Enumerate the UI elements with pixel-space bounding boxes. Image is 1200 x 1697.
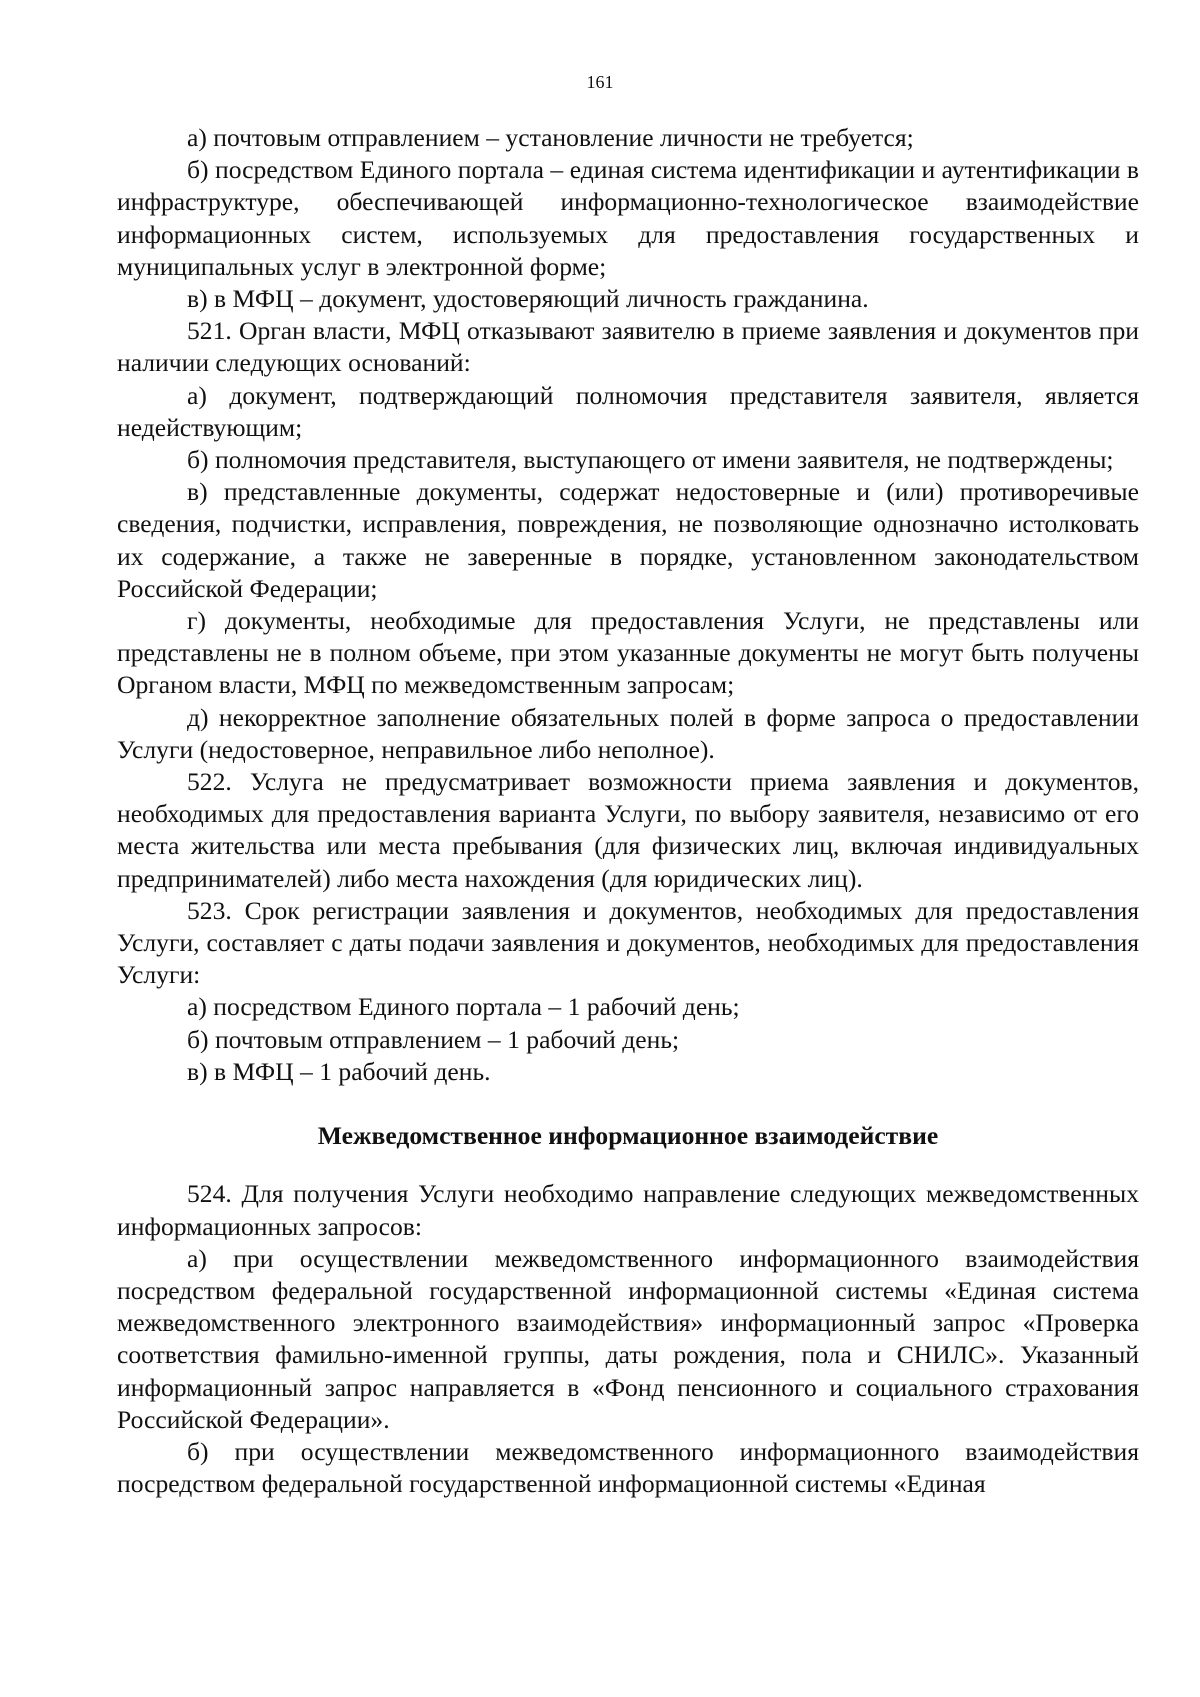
paragraph-523: 523. Срок регистрации заявления и документов, необходимых для предоставления Услуги, составляет с даты подачи заявления и документов, необходимых для предоставления Услуги: bbox=[117, 895, 1139, 990]
paragraph-a-postal: а) почтовым отправлением – установление личности не требуется; bbox=[187, 123, 914, 152]
paragraph-523-b: б) почтовым отправлением – 1 рабочий день; bbox=[187, 1024, 680, 1054]
paragraph-521-g: г) документы, необходимые для предоставления Услуги, не представлены или представлены не в полном объеме, при этом указанные документы не могут быть получены Органом власти, МФЦ по межведомственным запросам; bbox=[117, 606, 1139, 700]
paragraph-521-b: б) полномочия представителя, выступающего от имени заявителя, не подтверждены; bbox=[187, 445, 1114, 475]
page-number: 161 bbox=[586, 72, 614, 92]
paragraph-v-mfc: в) в МФЦ – документ, удостоверяющий личность гражданина. bbox=[187, 284, 869, 314]
paragraph-522: 522. Услуга не предусматривает возможности приема заявления и документов, необходимых для предоставления варианта Услуги, по выбору заявителя, независимо от его места жительства или места пребывания (для физических лиц, включая индивидуальных предпринимателей) либо места нахождения (для юридических лиц). bbox=[117, 767, 1139, 893]
section-heading: Межведомственное информационное взаимодействие bbox=[317, 1121, 939, 1151]
paragraph-521: 521. Орган власти, МФЦ отказывают заявителю в приеме заявления и документов при наличии следующих оснований: bbox=[117, 316, 1139, 378]
paragraph-524-a: а) при осуществлении межведомственного информационного взаимодействия посредством федеральной государственной информационной системы «Единая система межведомственного электронного взаимодействия» информационный запрос «Проверка соответствия фамильно-именной группы, даты рождения, пола и СНИЛС». Указанный информационный запрос направляется в «Фонд пенсионного и социального страхования Российской Федерации». bbox=[117, 1243, 1139, 1434]
paragraph-521-a: а) документ, подтверждающий полномочия представителя заявителя, является недействующим; bbox=[117, 380, 1139, 442]
paragraph-523-a: а) посредством Единого портала – 1 рабочий день; bbox=[187, 992, 740, 1022]
paragraph-521-v: в) представленные документы, содержат недостоверные и (или) противоречивые сведения, подчистки, исправления, повреждения, не позволяющие однозначно истолковать их содержание, а также не заверенные в порядке, установленном законодательством Российской Федерации; bbox=[117, 477, 1139, 603]
paragraph-521-d: д) некорректное заполнение обязательных полей в форме запроса о предоставлении Услуги (недостоверное, неправильное либо неполное). bbox=[117, 702, 1139, 764]
document-body bbox=[117, 122, 1139, 1500]
paragraph-b-portal: б) посредством Единого портала – единая система идентификации и аутентификации в инфраструктуре, обеспечивающей информационно-технологическое взаимодействие информационных систем, используемых для предоставления государственных и муниципальных услуг в электронной форме; bbox=[117, 155, 1139, 281]
paragraph-524-b: б) при осуществлении межведомственного информационного взаимодействия посредством федеральной государственной информационной системы «Единая bbox=[117, 1436, 1139, 1499]
paragraph-523-v: в) в МФЦ – 1 рабочий день. bbox=[187, 1056, 491, 1086]
paragraph-524: 524. Для получения Услуги необходимо направление следующих межведомственных информационных запросов: bbox=[117, 1179, 1139, 1241]
